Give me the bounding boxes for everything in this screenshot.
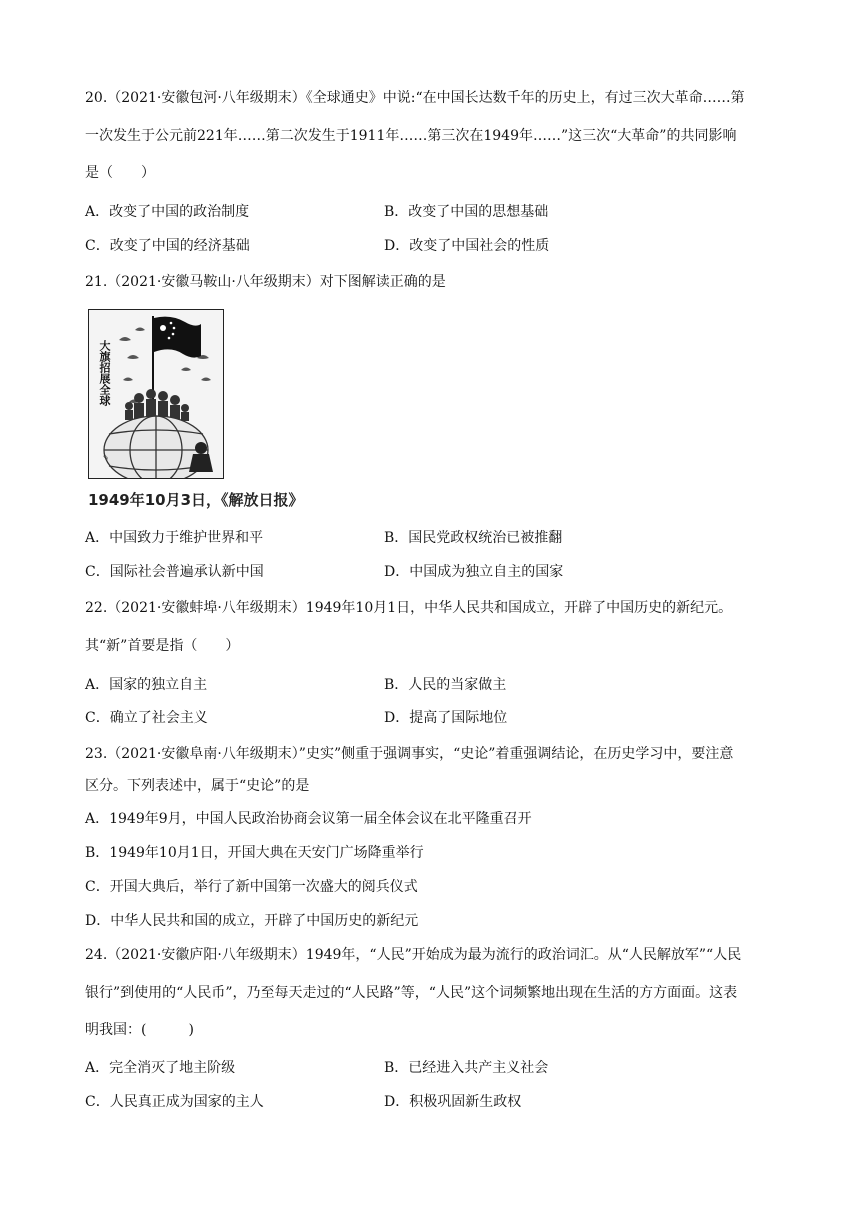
q21-option-a: A．中国致力于维护世界和平	[85, 530, 264, 546]
flag-icon	[154, 317, 201, 358]
q20-stem-line2: 一次发生于公元前221年……第二次发生于1911年……第三次在1949年……”这三次“大革命”的共同影响	[85, 128, 737, 144]
q22-option-a: A．国家的独立自主	[85, 677, 208, 693]
q23-option-d: D．中华人民共和国的成立，开辟了中国历史的新纪元	[85, 913, 419, 929]
q24-stem-line2: 银行”到使用的“人民币”，乃至每天走过的“人民路”等，“人民”这个词频繁地出现在生活的方方面面。这表	[85, 985, 738, 1001]
q20-stem-line1: 20.（2021·安徽包河·八年级期末）《全球通史》中说:“在中国长达数千年的历史上，有过三次大革命……第	[85, 90, 745, 106]
q20-option-b: B．改变了中国的思想基础	[384, 204, 549, 220]
q21-option-c: C．国际社会普遍承认新中国	[85, 564, 264, 580]
svg-text:✎: ✎	[103, 454, 109, 462]
figure-vertical-text: 大旗招展全球	[98, 340, 111, 406]
q20-option-d: D．改变了中国社会的性质	[384, 238, 550, 254]
q21-option-b: B．国民党政权统治已被推翻	[384, 530, 563, 546]
q23-stem-line1: 23.（2021·安徽阜南·八年级期末）”史实”侧重于强调事实，“史论”着重强调结论，在历史学习中，要注意	[85, 746, 734, 762]
q23-option-b: B．1949年10月1日，开国大典在天安门广场降重举行	[85, 845, 424, 861]
figure-caption: 1949年10月3日，《解放日报》	[88, 491, 304, 509]
q22-option-c: C．确立了社会主义	[85, 710, 208, 726]
q24-stem-line1: 24.（2021·安徽庐阳·八年级期末）1949年，“人民”开始成为最为流行的政治词汇。从“人民解放军”“人民	[85, 947, 742, 963]
q24-option-c: C．人民真正成为国家的主人	[85, 1094, 264, 1110]
q22-stem-line1: 22.（2021·安徽蚌埠·八年级期末）1949年10月1日，中华人民共和国成立，开辟了中国历史的新纪元。	[85, 600, 733, 616]
q23-option-a: A．1949年9月，中国人民政治协商会议第一届全体会议在北平隆重召开	[85, 811, 532, 827]
q21-option-d: D．中国成为独立自主的国家	[384, 564, 564, 580]
q22-option-b: B．人民的当家做主	[384, 677, 507, 693]
q24-option-d: D．积极巩固新生政权	[384, 1094, 522, 1110]
q20-option-a: A．改变了中国的政治制度	[85, 204, 250, 220]
q24-option-a: A．完全消灭了地主阶级	[85, 1060, 236, 1076]
q22-option-d: D．提高了国际地位	[384, 710, 508, 726]
q24-stem-line3: 明我国：( )	[85, 1022, 194, 1038]
q23-option-c: C．开国大典后，举行了新中国第一次盛大的阅兵仪式	[85, 879, 418, 895]
q21-stem-line1: 21.（2021·安徽马鞍山·八年级期末）对下图解读正确的是	[85, 274, 446, 290]
q20-stem-line3: 是（ ）	[85, 165, 155, 181]
q23-stem-line2: 区分。下列表述中，属于“史论”的是	[85, 778, 310, 794]
q22-stem-line2: 其“新”首要是指（ ）	[85, 638, 240, 654]
q20-option-c: C．改变了中国的经济基础	[85, 238, 250, 254]
q24-option-b: B．已经进入共产主义社会	[384, 1060, 549, 1076]
newspaper-cartoon-figure	[88, 309, 224, 479]
